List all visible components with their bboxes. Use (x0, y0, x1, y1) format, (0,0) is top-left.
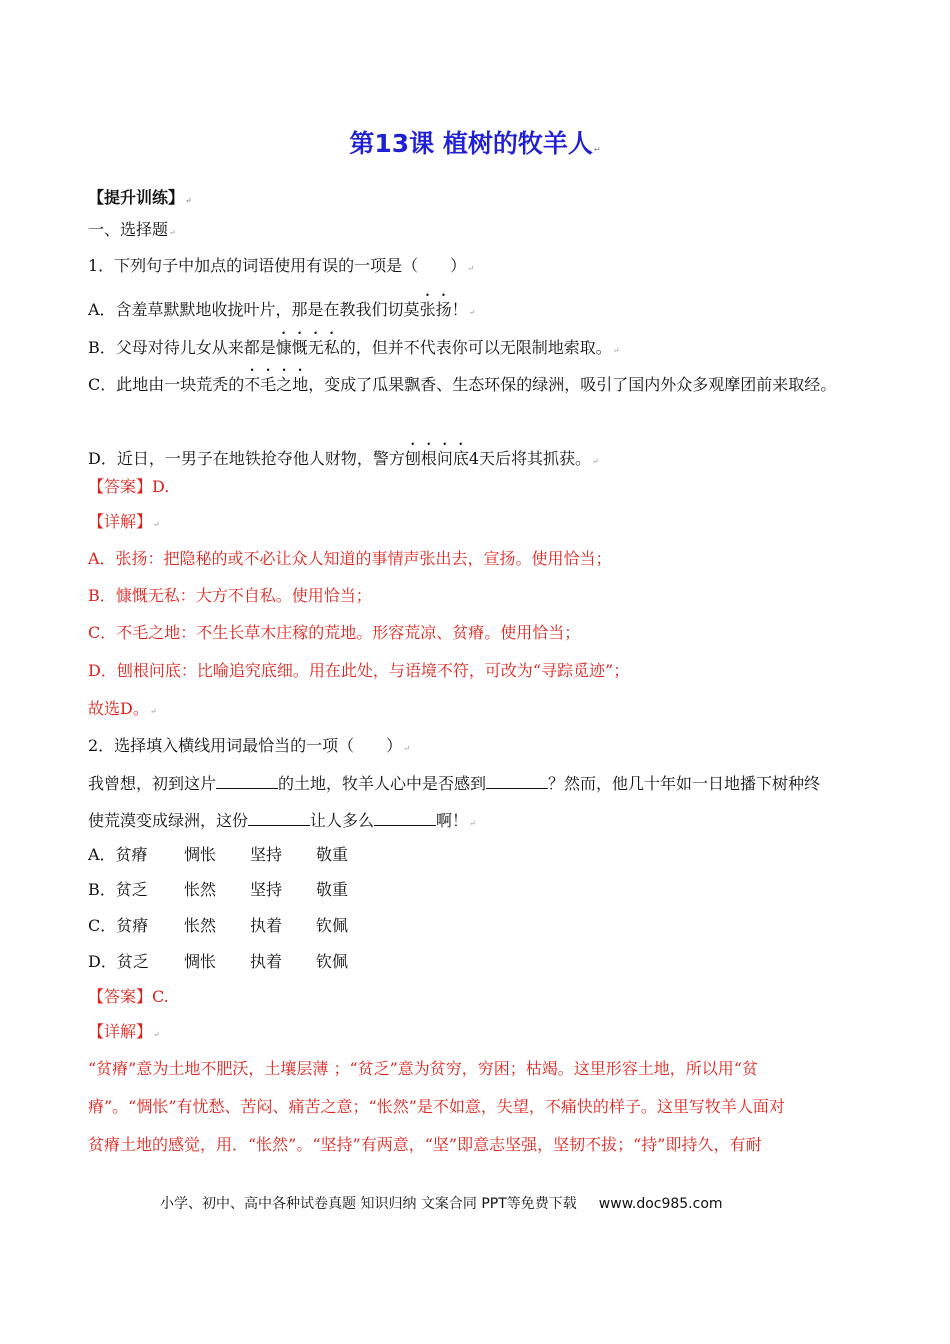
q2-explain-line-3: 贫瘠土地的感觉，用．“怅然”。“坚持”有两意，“坚”即意志坚强，坚韧不拔；“持”即持久，有耐 (88, 1135, 762, 1154)
q2-passage-line-1: 我曾想，初到这片 的土地，牧羊人心中是否感到 ？然而，他几十年如一日地播下树种终 (88, 774, 821, 793)
q2-passage-line-2: 使荒漠变成绿洲，这份 让人多么 啊！↵ (88, 811, 476, 830)
q2-option-a: A．贫瘠 惆怅 坚持 敬重 (88, 845, 349, 864)
q1-option-b: B．父母对待儿女从来都是慷慨无私的，但并不代表你可以无限制地索取。↵ (88, 338, 620, 357)
q1-explain-a: A．张扬：把隐秘的或不必让众人知道的事情声张出去，宣扬。使用恰当； (88, 549, 612, 568)
q1-option-d: D．近日，一男子在地铁抢夺他人财物，警方刨根问底4天后将其抓获。↵ (88, 449, 599, 468)
page-title: 第13课 植树的牧羊人↵ (349, 129, 601, 158)
q2-stem: 2．选择填入横线用词最恰当的一项（ ）↵ (88, 736, 410, 755)
part-heading: 一、选择题↵ (88, 220, 176, 239)
q1-option-a: A．含羞草默默地收拢叶片，那是在教我们切莫张扬！↵ (88, 300, 476, 319)
q1-stem: 1．下列句子中加点的词语使用有误的一项是（ ）↵ (88, 256, 474, 275)
q2-answer: 【答案】C. (88, 987, 169, 1006)
q1-option-c: C．此地由一块荒秃的不毛之地，变成了瓜果飘香、生态环保的绿洲，吸引了国内外众多观摩团前来取经。 (88, 375, 837, 394)
q1-explain-c: C．不毛之地：不生长草木庄稼的荒地。形容荒凉、贫瘠。使用恰当； (88, 623, 581, 642)
q2-explain-line-1: “贫瘠”意为土地不肥沃，土壤层薄 ；“贫乏”意为贫穷，穷困；枯竭。这里形容土地，所以用“贫 (88, 1059, 758, 1078)
footer-url[interactable]: www.doc985.com (598, 1196, 723, 1212)
footer-text: 小学、初中、高中各种试卷真题 知识归纳 文案合同 PPT等免费下载 (160, 1196, 577, 1212)
q1-explain-b: B．慷慨无私：大方不自私。使用恰当； (88, 586, 372, 605)
q1-conclusion: 故选D。↵ (88, 699, 157, 718)
q1-explain-d: D．刨根问底：比喻追究底细。用在此处，与语境不符，可改为“寻踪觅迹”； (88, 661, 630, 680)
q1-explain-label: 【详解】↵ (88, 512, 160, 531)
q2-explain-label: 【详解】↵ (88, 1022, 160, 1041)
q2-explain-line-2: 瘠”。“惆怅”有忧愁、苦闷、痛苦之意；“怅然”是不如意，失望，不痛快的样子。这里写牧羊人面对 (88, 1097, 785, 1116)
section-heading: 【提升训练】↵ (88, 188, 192, 207)
footer (160, 1193, 723, 1213)
q1-answer: 【答案】D. (88, 477, 170, 496)
q2-option-d: D．贫乏 惆怅 执着 钦佩 (88, 952, 349, 971)
q2-option-b: B．贫乏 怅然 坚持 敬重 (88, 880, 349, 899)
q2-option-c: C．贫瘠 怅然 执着 钦佩 (88, 916, 349, 935)
